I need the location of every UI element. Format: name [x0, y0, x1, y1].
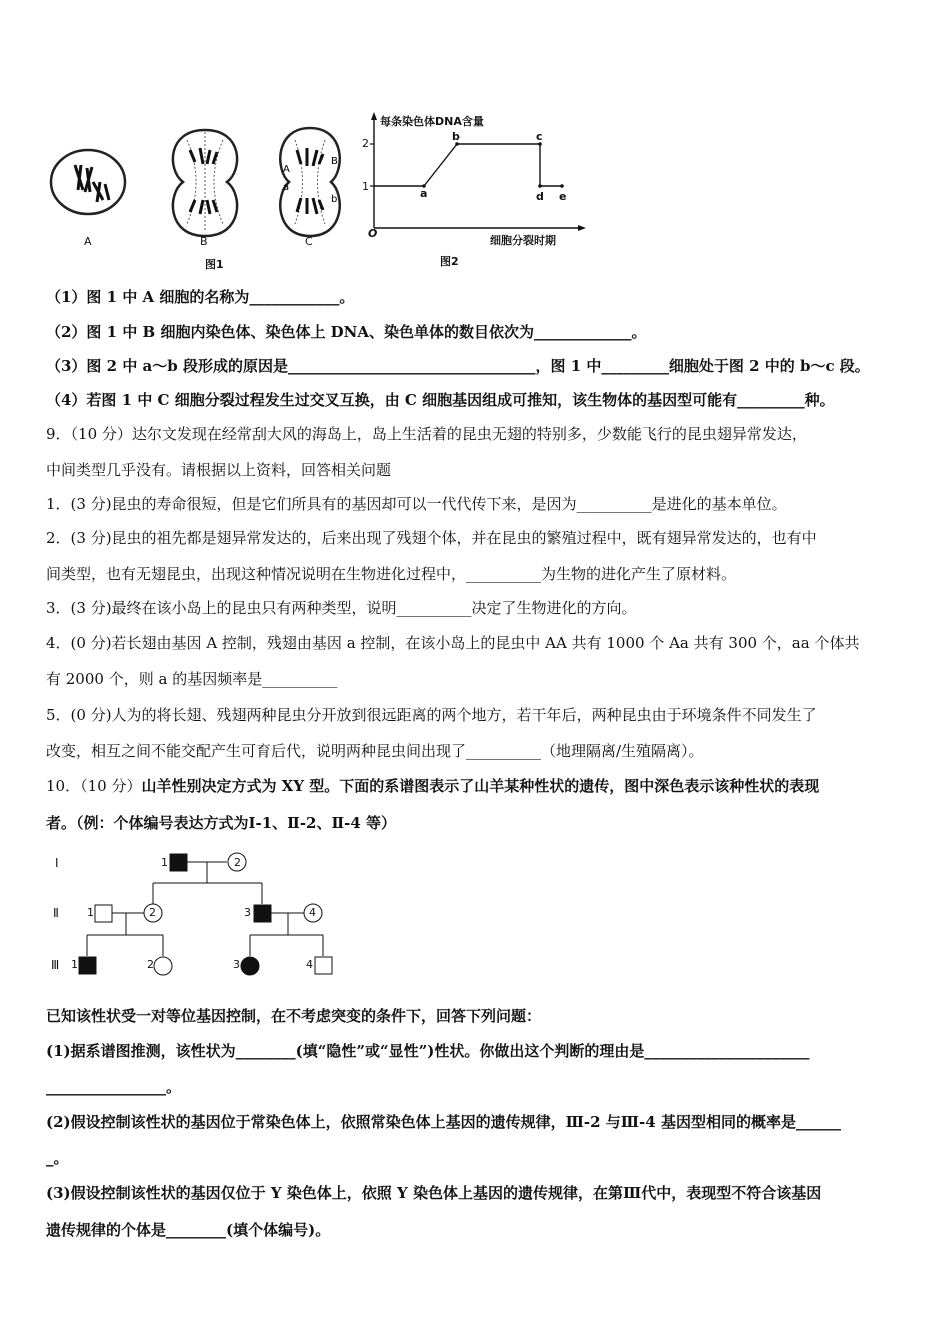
q10-part2-line2: _。	[46, 1149, 69, 1167]
pedigree-III-2-female	[154, 957, 172, 975]
q10-part2-line1: (2)假设控制该性状的基因位于常染色体上，依照常染色体上基因的遗传规律，Ⅲ-2 与Ⅲ-4 基因型相同的概率是______	[46, 1113, 841, 1131]
individual-III-3: 3	[233, 958, 240, 971]
q10-part1-line2: ________________。	[46, 1078, 182, 1096]
figure1-cells	[45, 120, 365, 250]
pedigree-II-1-male	[95, 905, 112, 922]
q9-item5-line2: 改变，相互之间不能交配产生可育后代，说明两种昆虫间出现了__________（地理隔离/生殖隔离）。	[46, 742, 704, 760]
individual-III-2: 2	[147, 958, 154, 971]
q9-item5-line1: 5．(0 分)人为的将长翅、残翅两种昆虫分开放到很远距离的两个地方，若干年后，两种昆虫由于环境条件不同发生了	[46, 706, 817, 724]
q8-part2: （2）图 1 中 B 细胞内染色体、染色体上 DNA、染色单体的数目依次为_____________。	[46, 323, 647, 341]
q8-part3: （3）图 2 中 a～b 段形成的原因是_________________________________，图 1 中_________细胞处于图 2 中的 b～c 段。	[46, 357, 870, 375]
pedigree-III-3-female-affected	[241, 957, 259, 975]
q10-stem-line2: 者。（例：个体编号表达方式为Ⅰ-1、Ⅱ-2、Ⅱ-4 等）	[46, 814, 397, 832]
figure2-graph	[362, 108, 592, 258]
q10-known: 已知该性状受一对等位基因控制，在不考虑突变的条件下，回答下列问题：	[46, 1007, 542, 1025]
q9-item1: 1．(3 分)昆虫的寿命很短，但是它们所具有的基因却可以一代代传下来，是因为__________是进化的基本单位。	[46, 495, 787, 513]
figure2-y-title: 每条染色体DNA含量	[380, 115, 484, 128]
pedigree-III-1-male-affected	[79, 957, 96, 974]
q8-part1: （1）图 1 中 A 细胞的名称为____________。	[46, 288, 355, 306]
q8-part4: （4）若图 1 中 C 细胞分裂过程发生过交叉互换，由 C 细胞基因组成可推知，该生物体的基因型可能有_________种。	[46, 391, 835, 409]
figure2-origin: O	[368, 227, 378, 240]
q10-part3-line2: 遗传规律的个体是________(填个体编号)。	[46, 1221, 331, 1239]
svg-text:a: a	[283, 182, 290, 193]
individual-II-1: 1	[87, 906, 94, 919]
generation-label-II: Ⅱ	[53, 906, 59, 920]
individual-I-2: 2	[234, 856, 241, 869]
pedigree-I-1-male-affected	[170, 854, 187, 871]
cell-label-c: C	[305, 235, 313, 248]
cell-label-a: A	[84, 235, 92, 248]
q9-stem-line2: 中间类型几乎没有。请根据以上资料，回答相关问题	[46, 461, 392, 479]
q10-stem-line1	[46, 776, 916, 796]
q9-item2-line2: 间类型，也有无翅昆虫，出现这种情况说明在生物进化过程中，__________为生物的进化产生了原材料。	[46, 565, 737, 583]
q10-stem-text: 山羊性别决定方式为 XY 型。下面的系谱图表示了山羊某种性状的遗传，图中深色表示该种性状的表现	[141, 777, 820, 795]
figure2-x-title: 细胞分裂时期	[490, 234, 556, 247]
svg-text:A: A	[283, 164, 290, 175]
q9-item3: 3．(3 分)最终在该小岛上的昆虫只有两种类型，说明__________决定了生物进化的方向。	[46, 599, 637, 617]
svg-text:B: B	[331, 156, 338, 167]
q10-part3-line1: (3)假设控制该性状的基因仅位于 Y 染色体上，依照 Y 染色体上基因的遗传规律，在第Ⅲ代中，表现型不符合该基因	[46, 1184, 822, 1202]
figure2-caption: 图2	[440, 255, 459, 268]
q10-stem-prefix: 10．（10 分）	[46, 777, 142, 795]
figure2-point-a: a	[420, 187, 428, 200]
pedigree-III-4-male	[315, 957, 332, 974]
individual-II-2: 2	[149, 906, 156, 919]
generation-label-I: Ⅰ	[55, 856, 59, 870]
figure2-ytick-1: 1	[362, 180, 369, 193]
q9-stem-line1: 9．（10 分）达尔文发现在经常刮大风的海岛上，岛上生活着的昆虫无翅的特别多，少数能飞行的昆虫翅异常发达，	[46, 425, 807, 443]
individual-III-1: 1	[71, 958, 78, 971]
figure2-point-e: e	[559, 190, 567, 203]
svg-text:b: b	[331, 194, 338, 205]
figure2-point-b: b	[452, 130, 460, 143]
q9-item2-line1: 2．(3 分)昆虫的祖先都是翅异常发达的，后来出现了残翅个体，并在昆虫的繁殖过程中，既有翅异常发达的，也有中	[46, 529, 817, 547]
figure2-ytick-2: 2	[362, 137, 369, 150]
generation-label-III: Ⅲ	[51, 958, 60, 972]
individual-II-4: 4	[309, 906, 316, 919]
q9-item4-line2: 有 2000 个，则 a 的基因频率是__________	[46, 670, 338, 688]
individual-I-1: 1	[161, 856, 168, 869]
figure2-point-d: d	[536, 190, 544, 203]
q9-item4-line1: 4．(0 分)若长翅由基因 A 控制，残翅由基因 a 控制，在该小岛上的昆虫中 AA 共有 1000 个 Aa 共有 300 个，aa 个体共	[46, 634, 860, 652]
individual-II-3: 3	[244, 906, 251, 919]
figure2-point-c: c	[536, 130, 543, 143]
figure1-caption: 图1	[205, 258, 224, 271]
pedigree-II-3-male-affected	[254, 905, 271, 922]
q10-part1-line1: (1)据系谱图推测，该性状为________(填“隐性”或“显性”)性状。你做出这个判断的理由是______________________	[46, 1042, 810, 1060]
individual-III-4: 4	[306, 958, 313, 971]
cell-label-b: B	[200, 235, 208, 248]
